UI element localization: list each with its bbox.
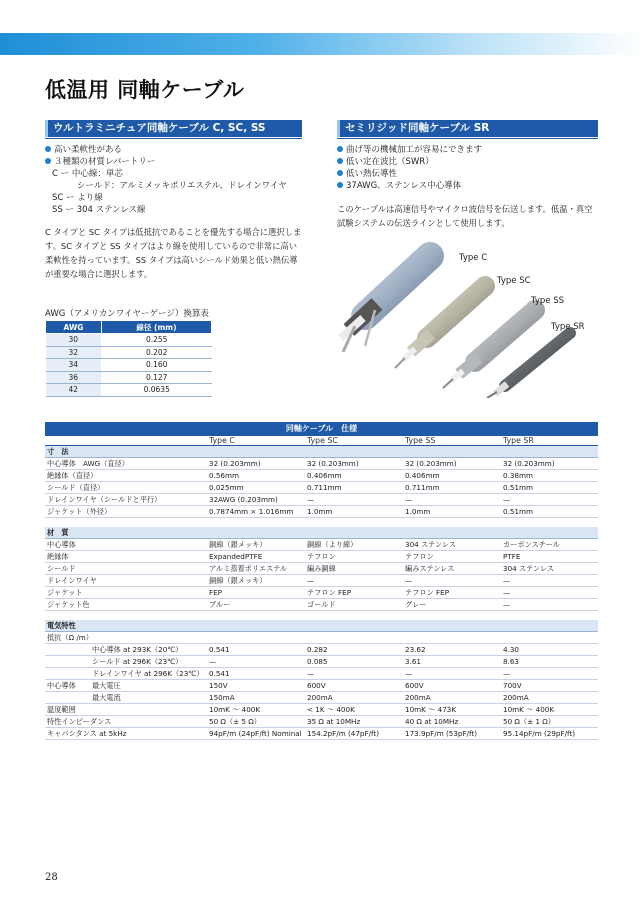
- table-row: ジャケット FEP テフロン FEP テフロン FEP —: [45, 587, 598, 599]
- table-row: 中心導体 最大電圧 150V 600V 600V 700V: [45, 680, 598, 692]
- table-row: 30 0.255: [46, 334, 212, 347]
- table-row: 特性インピーダンス 50 Ω（± 5 Ω） 35 Ω at 10MHz 40 Ω at 10MHz 50 Ω（± 1 Ω）: [45, 716, 598, 728]
- right-section-rule: [337, 138, 598, 139]
- section-dimensions: 寸 法: [45, 446, 598, 458]
- left-line-shield: シールド：アルミメッキポリエステル、ドレインワイヤ: [77, 181, 287, 191]
- awg-header-awg: AWG: [46, 321, 102, 334]
- spec-column-header-row: [45, 436, 598, 446]
- column-type-sc: Type SC: [307, 436, 338, 445]
- table-row: 絶縁体 ExpandedPTFE テフロン テフロン PTFE: [45, 551, 598, 563]
- left-bullet-1: 高い柔軟性がある: [45, 145, 122, 157]
- left-section-rule: [45, 138, 302, 139]
- table-row: 絶縁体（直径） 0.56mm 0.406mm 0.406mm 0.38mm: [45, 470, 598, 482]
- page-title: 低温用 同軸ケーブル: [45, 78, 245, 102]
- awg-table: [45, 320, 212, 397]
- right-section-heading: セミリジッド同軸ケーブル SR: [337, 120, 598, 137]
- table-row: シールド アルミ蒸着ポリエステル 編み銅線 編みステンレス 304 ステンレス: [45, 563, 598, 575]
- right-bullet-3: 低い熱伝導性: [337, 169, 397, 181]
- table-row: シールド at 296K（23℃） — 0.085 3.61 8.63: [45, 656, 598, 668]
- awg-header-diameter: 線径 (mm): [101, 321, 211, 334]
- awg-table-title: AWG（アメリカンワイヤーゲージ）換算表: [45, 309, 209, 319]
- label-type-sr: Type SR: [551, 322, 585, 332]
- right-paragraph: このケーブルは高速信号やマイクロ波信号を伝送します。低温・真空試験システムの伝送ラインとして使用します。: [337, 204, 593, 228]
- label-type-ss: Type SS: [531, 296, 565, 306]
- table-row: キャパシタンス at 5kHz 94pF/m (24pF/ft) Nominal 154.2pF/m (47pF/ft) 173.9pF/m (53pF/ft) 95.14pF/m (29pF/ft): [45, 728, 598, 740]
- left-section-heading: ウルトラミニチュア同軸ケーブル C, SC, SS: [45, 120, 302, 137]
- table-row: 32 0.202: [46, 346, 212, 359]
- table-row: 中心導体 at 293K（20℃） 0.541 0.282 23.62 4.30: [45, 644, 598, 656]
- column-type-c: Type C: [209, 436, 235, 445]
- table-row: 34 0.160: [46, 359, 212, 372]
- label-type-sc: Type SC: [497, 276, 531, 286]
- top-color-band: [0, 33, 643, 55]
- table-row: 42 0.0635: [46, 384, 212, 397]
- spec-table-title: 同軸ケーブル 仕様: [45, 422, 598, 436]
- table-row: 中心導体 AWG（直径） 32 (0.203mm) 32 (0.203mm) 32 (0.203mm) 32 (0.203mm): [45, 458, 598, 470]
- table-row: ドレインワイヤ 銅線（銀メッキ） — — —: [45, 575, 598, 587]
- bullet-dot-icon: [337, 158, 343, 164]
- column-type-sr: Type SR: [503, 436, 534, 445]
- bullet-dot-icon: [45, 158, 51, 164]
- table-row: ドレインワイヤ（シールドと平行） 32AWG (0.203mm) — — —: [45, 494, 598, 506]
- table-row: ジャケット色 ブルー ゴールド グレー —: [45, 599, 598, 611]
- column-type-ss: Type SS: [405, 436, 436, 445]
- right-bullet-2: 低い定在波比（SWR）: [337, 157, 434, 169]
- cable-type-c-drawing: [341, 256, 430, 352]
- section-electrical: 電気特性: [45, 620, 598, 632]
- right-bullet-1: 曲げ等の機械加工が容易にできます: [337, 145, 482, 157]
- table-row: ジャケット（外径） 0.7874mm × 1.016mm 1.0mm 1.0mm 0.51mm: [45, 506, 598, 518]
- section-materials: 材 質: [45, 527, 598, 539]
- bullet-dot-icon: [45, 146, 51, 152]
- left-paragraph: C タイプと SC タイプは低抵抗であることを優先する場合に選択します。SC タイプと SS タイプはより線を使用しているので非常に高い柔軟性を持っています。SS タイプは高いシールド効果と低い熱伝導が重要な場合に選択します。: [45, 227, 302, 279]
- table-row: 36 0.127: [46, 371, 212, 384]
- table-row: 最大電流 150mA 200mA 200mA 200mA: [45, 692, 598, 704]
- bullet-dot-icon: [337, 170, 343, 176]
- table-row: ドレインワイヤ at 296K（23℃） 0.541 — — —: [45, 668, 598, 680]
- table-row: 中心導体 銅線（銀メッキ） 銅線（より線） 304 ステンレス カーボンスチール: [45, 539, 598, 551]
- left-line-c: C ー 中心線：単芯: [52, 169, 123, 179]
- table-row: 温度範囲 10mK ～ 400K < 1K ～ 400K 10mK ～ 473K 10mK ～ 400K: [45, 704, 598, 716]
- row-spacer: [45, 611, 598, 620]
- left-line-sc: SC ー より線: [52, 193, 103, 203]
- bullet-dot-icon: [337, 182, 343, 188]
- table-row: シールド（直径） 0.025mm 0.711mm 0.711mm 0.51mm: [45, 482, 598, 494]
- spec-table: [45, 422, 598, 740]
- bullet-dot-icon: [337, 146, 343, 152]
- table-row: 抵抗（Ω /m）: [45, 632, 598, 644]
- page-number: 28: [45, 872, 58, 883]
- label-type-c: Type C: [459, 253, 488, 263]
- left-bullet-2: ３種類の材質レパートリー: [45, 157, 155, 169]
- row-spacer: [45, 518, 598, 527]
- right-bullet-4: 37AWG、ステンレス中心導体: [337, 181, 461, 193]
- left-line-ss: SS ー 304 ステンレス線: [52, 205, 146, 215]
